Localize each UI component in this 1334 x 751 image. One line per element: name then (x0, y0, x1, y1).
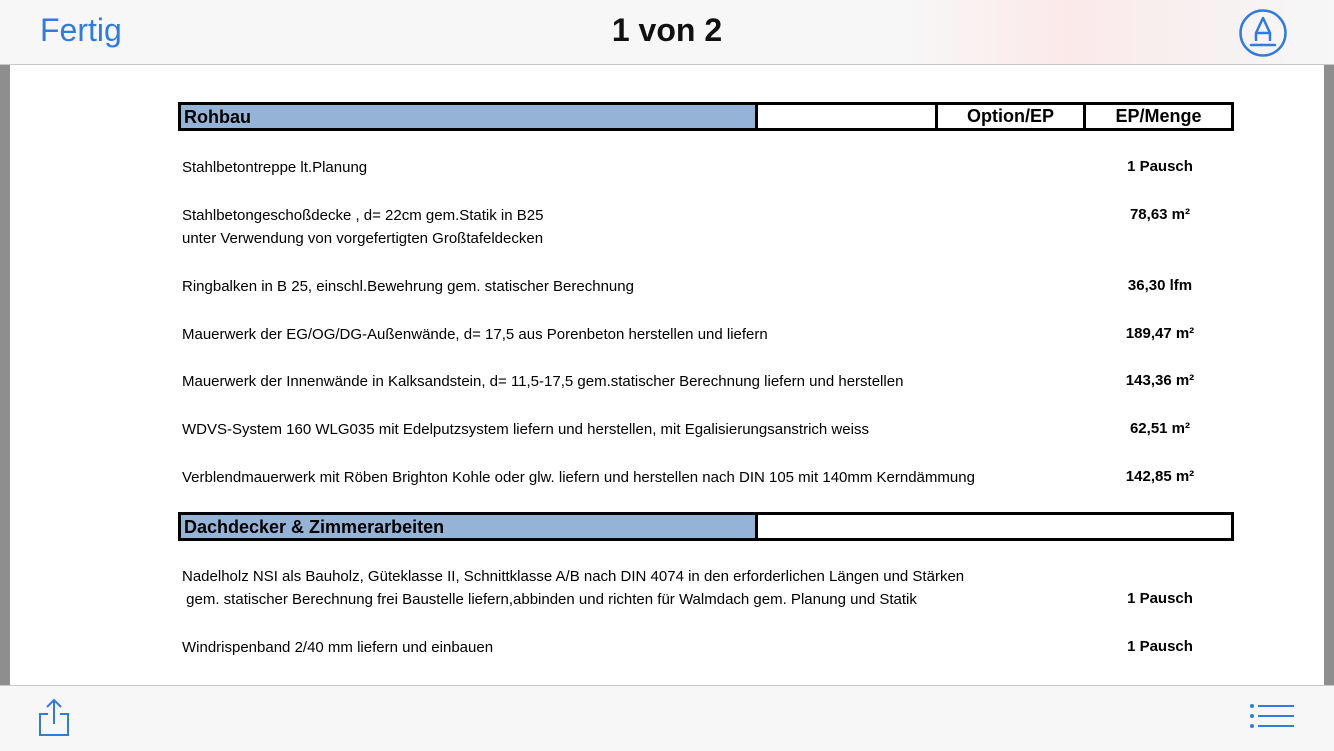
line-item-quantity: 1 Pausch (1127, 590, 1193, 607)
document-page (10, 65, 1324, 685)
list-icon (1248, 702, 1298, 734)
section-header-dachdecker: Dachdecker & Zimmerarbeiten (178, 512, 758, 541)
line-item-description: Mauerwerk der EG/OG/DG-Außenwände, d= 17,5 aus Porenbeton herstellen und liefern (182, 326, 768, 343)
line-item-quantity: 36,30 lfm (1127, 277, 1193, 294)
line-item-quantity: 62,51 m² (1129, 420, 1191, 437)
line-item-description-cont: unter Verwendung von vorgefertigten Großtafeldecken (182, 230, 544, 247)
line-item-quantity: 189,47 m² (1125, 325, 1195, 342)
bottom-toolbar (0, 685, 1334, 751)
outline-list-button[interactable] (1248, 702, 1298, 734)
share-icon (36, 698, 72, 738)
line-item-description-cont: gem. statischer Berechnung frei Baustelle liefern,abbinden und richten für Walmdach gem. Planung und Statik (182, 591, 917, 608)
line-item-description: Ringbalken in B 25, einschl.Bewehrung gem. statischer Berechnung (182, 278, 634, 295)
markup-pen-icon (1238, 8, 1288, 58)
line-item-description: Mauerwerk der Innenwände in Kalksandstein, d= 11,5-17,5 gem.statischer Berechnung liefern und herstellen (182, 373, 904, 390)
line-item-description: Stahlbetongeschoßdecke , d= 22cm gem.Statik in B25 (182, 207, 544, 224)
section-header-blank-cell (755, 102, 938, 131)
line-item-quantity: 78,63 m² (1129, 206, 1191, 223)
line-item-description: Stahlbetontreppe lt.Planung (182, 159, 368, 176)
line-item-description: Windrispenband 2/40 mm liefern und einbauen (182, 639, 494, 656)
line-item-description: Nadelholz NSI als Bauholz, Güteklasse II, Schnittklasse A/B nach DIN 4074 in den erforderlichen Längen und Stärken (182, 568, 965, 585)
line-item-description: WDVS-System 160 WLG035 mit Edelputzsystem liefern und herstellen, mit Egalisierungsanstrich weiss (182, 421, 869, 438)
navigation-bar (0, 0, 1334, 65)
column-header-option-ep: Option/EP (935, 102, 1086, 131)
section-header-rohbau: Rohbau (178, 102, 758, 131)
page-indicator: 1 von 2 (611, 12, 723, 48)
markup-button[interactable] (1238, 8, 1288, 58)
line-item-quantity: 143,36 m² (1125, 372, 1195, 389)
done-button[interactable]: Fertig (40, 12, 122, 48)
share-button[interactable] (36, 698, 72, 738)
line-item-quantity: 1 Pausch (1127, 638, 1193, 655)
section-header-blank-cell (755, 512, 1234, 541)
line-item-quantity: 142,85 m² (1125, 468, 1195, 485)
column-header-ep-menge: EP/Menge (1083, 102, 1234, 131)
line-item-description: Verblendmauerwerk mit Röben Brighton Kohle oder glw. liefern und herstellen nach DIN 105 mit 140mm Kerndämmung (182, 469, 975, 486)
document-viewer[interactable] (0, 65, 1334, 685)
line-item-quantity: 1 Pausch (1127, 158, 1193, 175)
